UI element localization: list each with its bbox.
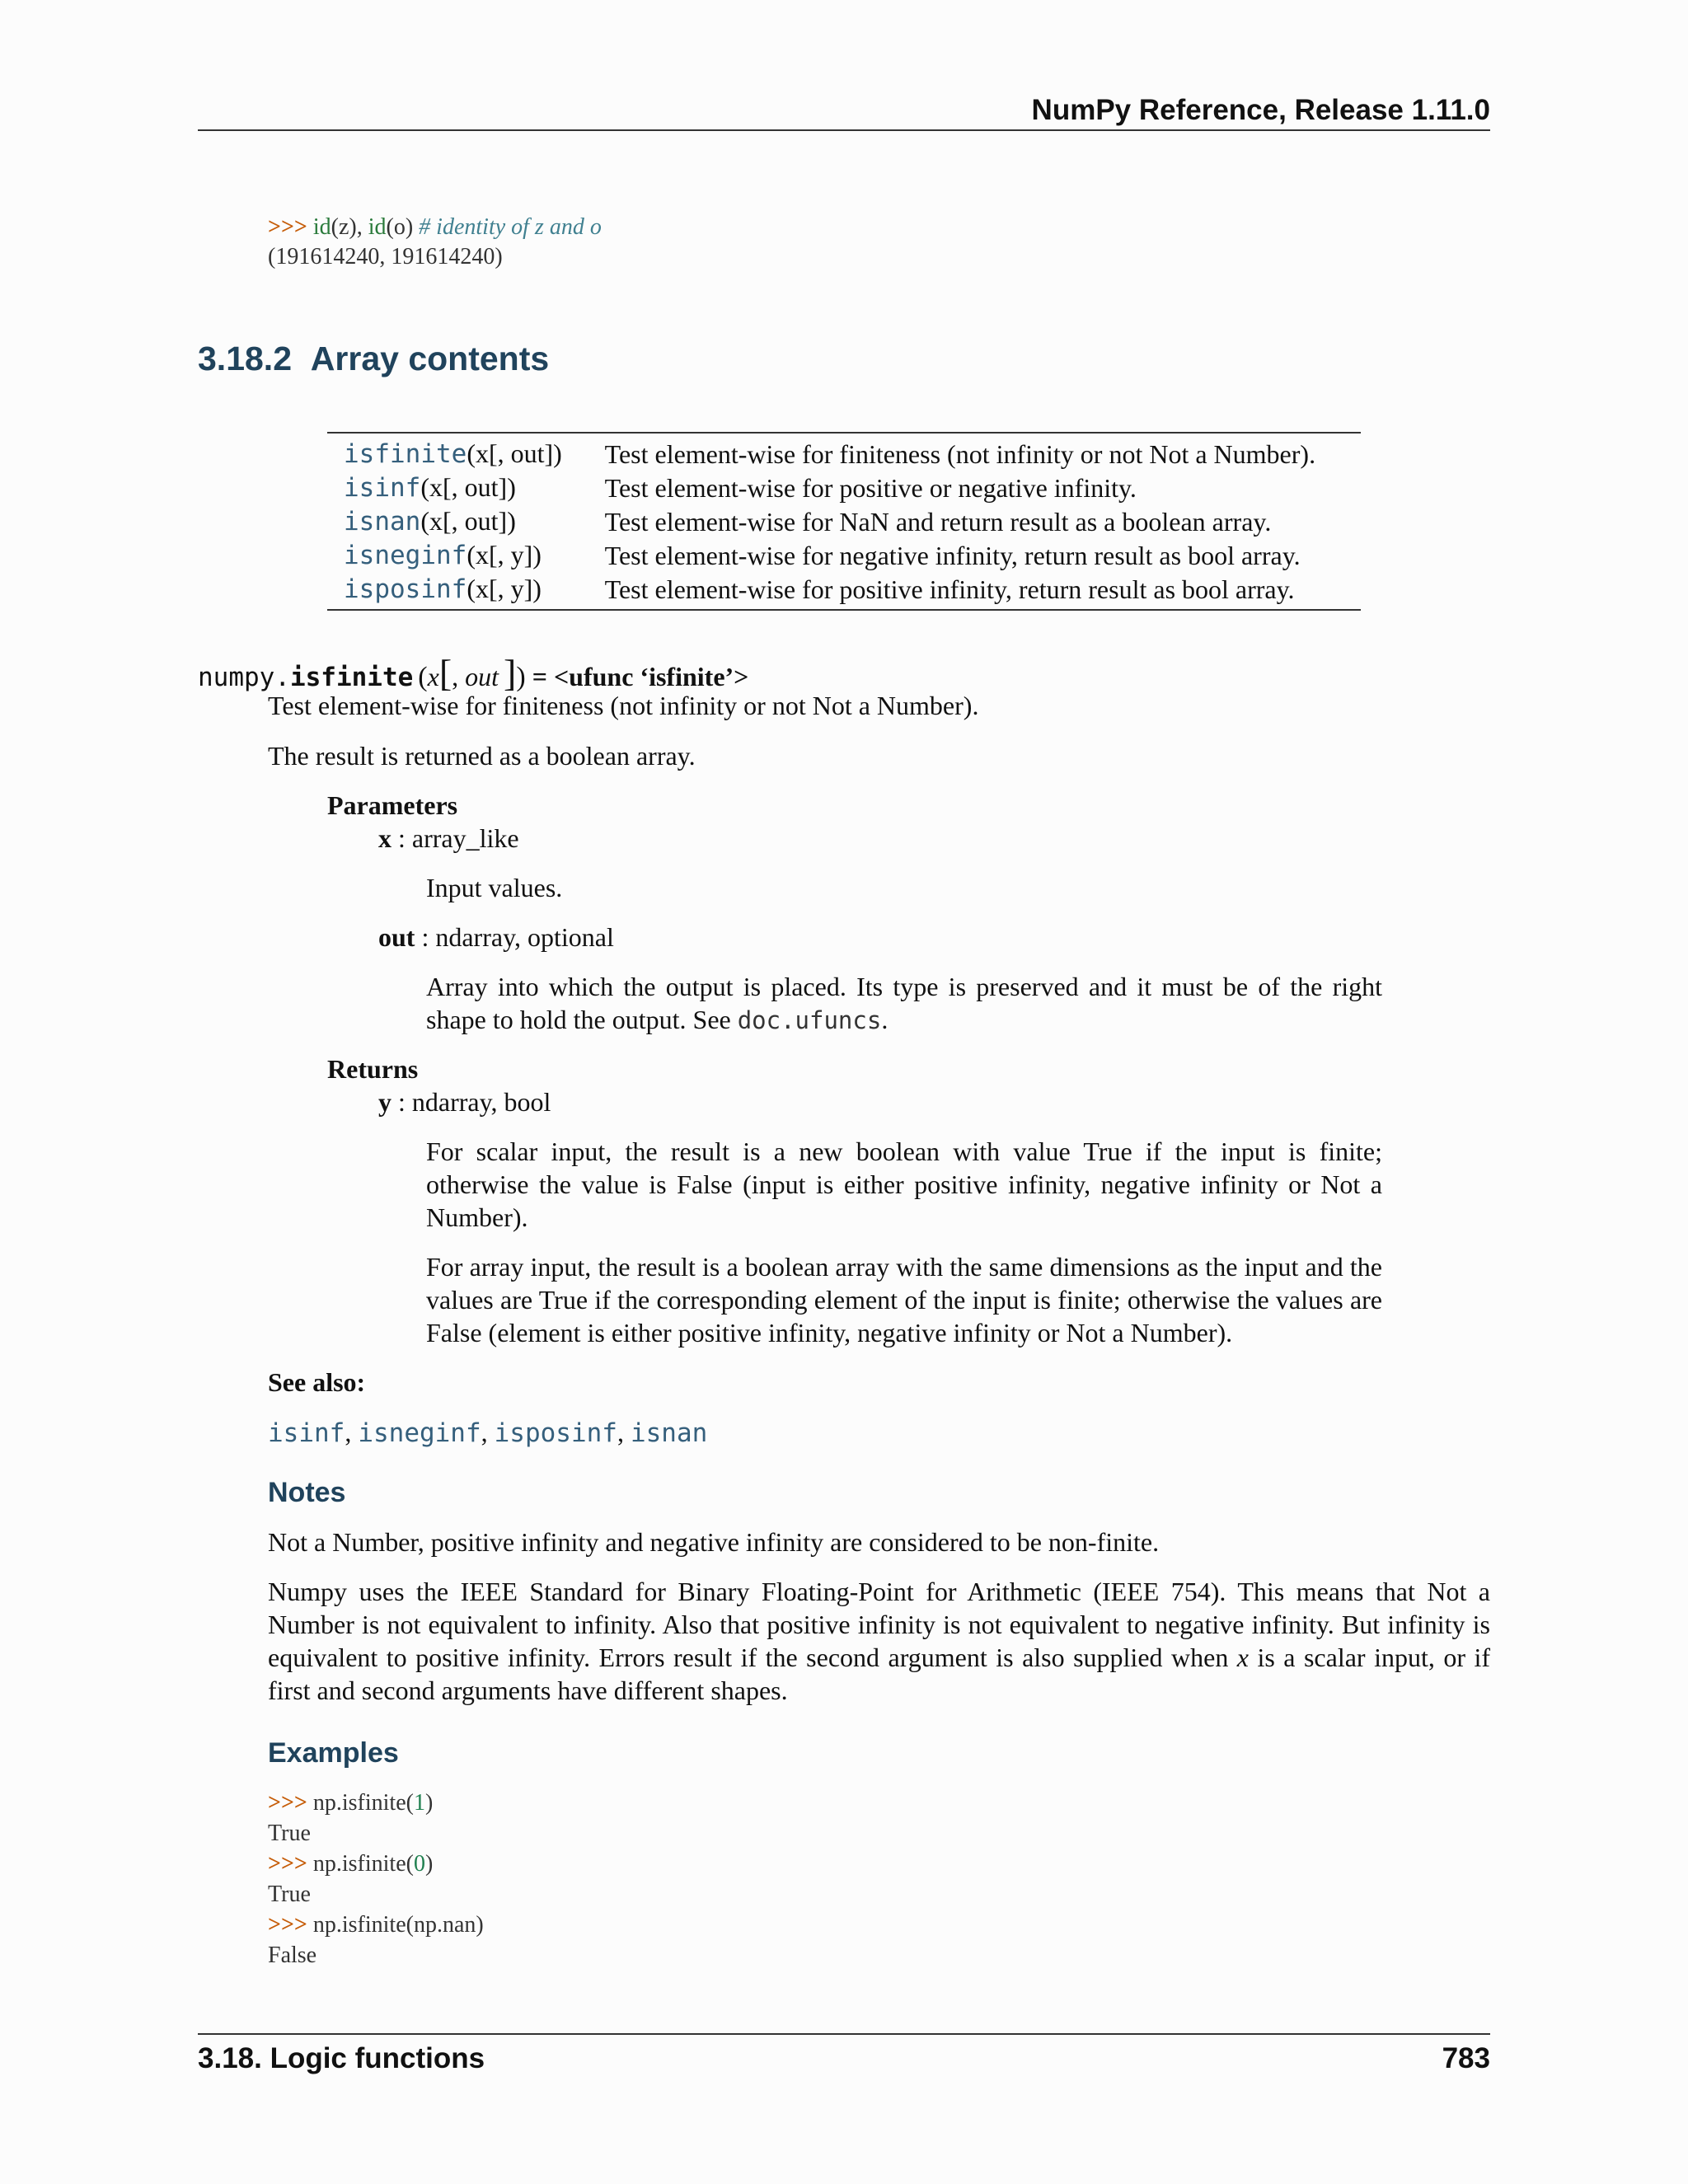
table-cell-desc: Test element-wise for negative infinity, return result as bool array. <box>604 540 1301 570</box>
return-y-desc-scalar: For scalar input, the result is a new boolean with value True if the input is finite; otherwise the value is False (input is either positive infinity, negative infinity or Not a Number). <box>426 1137 1382 1232</box>
return-y: y : ndarray, bool <box>378 1087 551 1117</box>
example-output: True <box>268 1821 311 1846</box>
example-line: >>> np.isfinite(1) <box>268 1790 434 1816</box>
parameters-label: Parameters <box>327 790 458 820</box>
code-output-identity: (191614240, 191614240) <box>268 244 503 269</box>
notes-heading: Notes <box>268 1477 346 1508</box>
see-also-links: isinf, isneginf, isposinf, isnan <box>268 1418 708 1448</box>
notes-paragraph-2: Numpy uses the IEEE Standard for Binary Floating-Point for Arithmetic (IEEE 754). This means that Not a Number is not equivalent to infinity. Also that positive infinity is not equivalent to negative infinity. But infinity is equivalent to positive infinity. Errors result if the second argument is also supplied when x is a scalar input, or if first and second arguments have different shapes. <box>268 1577 1491 1705</box>
example-line: >>> np.isfinite(np.nan) <box>268 1912 484 1938</box>
footer-rule <box>198 2033 1490 2035</box>
see-also-link-isneginf[interactable]: isneginf <box>358 1418 481 1448</box>
link-isinf[interactable]: isinf <box>344 473 421 503</box>
table-cell-desc: Test element-wise for finiteness (not infinity or not Not a Number). <box>604 438 1316 469</box>
example-line: >>> np.isfinite(0) <box>268 1851 434 1877</box>
function-summary-table <box>327 432 1361 611</box>
header-rule <box>198 129 1490 131</box>
table-row <box>327 471 1361 504</box>
see-also-label: See also: <box>268 1367 366 1397</box>
param-out: out : ndarray, optional <box>378 922 614 952</box>
see-also-link-isposinf[interactable]: isposinf <box>494 1418 617 1448</box>
table-row <box>327 504 1361 538</box>
table-cell-desc: Test element-wise for positive infinity, return result as bool array. <box>604 574 1295 604</box>
footer-section: 3.18. Logic functions <box>198 2042 485 2074</box>
table-cell-name: isneginf(x[, y]) <box>344 540 542 570</box>
table-cell-name: isnan(x[, out]) <box>344 506 516 537</box>
example-output: False <box>268 1943 317 1968</box>
see-also-link-isinf[interactable]: isinf <box>268 1418 345 1448</box>
table-cell-name: isposinf(x[, y]) <box>344 574 542 604</box>
link-isfinite[interactable]: isfinite <box>344 439 467 469</box>
table-cell-desc: Test element-wise for positive or negative infinity. <box>604 472 1137 503</box>
example-output: True <box>268 1882 311 1907</box>
param-x: x : array_like <box>378 823 519 853</box>
page-number: 783 <box>1442 2042 1490 2074</box>
code-doc-ufuncs: doc.ufuncs <box>737 1006 882 1034</box>
table-cell-name: isinf(x[, out]) <box>344 472 516 503</box>
examples-heading: Examples <box>268 1737 399 1769</box>
notes-paragraph-1: Not a Number, positive infinity and negative infinity are considered to be non-finite. <box>268 1527 1160 1557</box>
param-out-desc: Array into which the output is placed. Its type is preserved and it must be of the right shape to hold the output. See doc.ufuncs. <box>426 972 1382 1034</box>
summary-line: Test element-wise for finiteness (not infinity or not Not a Number). <box>268 691 979 720</box>
running-header: NumPy Reference, Release 1.11.0 <box>1031 94 1490 126</box>
table-row <box>327 433 1361 471</box>
table-cell-desc: Test element-wise for NaN and return result as a boolean array. <box>604 506 1272 537</box>
see-also-link-isnan[interactable]: isnan <box>630 1418 708 1448</box>
link-isneginf[interactable]: isneginf <box>344 541 467 570</box>
table-row <box>327 538 1361 572</box>
table-row <box>327 572 1361 610</box>
code-line-identity: >>> id(z), id(o) # identity of z and o <box>268 214 602 240</box>
section-heading: 3.18.2 Array contents <box>198 340 550 377</box>
table-cell-name: isfinite(x[, out]) <box>344 438 562 469</box>
result-line: The result is returned as a boolean array. <box>268 741 696 771</box>
param-x-desc: Input values. <box>426 873 563 902</box>
returns-label: Returns <box>327 1054 419 1084</box>
link-isnan[interactable]: isnan <box>344 507 421 537</box>
return-y-desc-array: For array input, the result is a boolean array with the same dimensions as the input and the values are True if the corresponding element of the input is finite; otherwise the values are False (element is either positive infinity, negative infinity or Not a Number). <box>426 1252 1382 1347</box>
link-isposinf[interactable]: isposinf <box>344 574 467 604</box>
function-signature: numpy.isfinite (x[, out ]) = <ufunc ‘isfinite’> <box>198 652 749 694</box>
